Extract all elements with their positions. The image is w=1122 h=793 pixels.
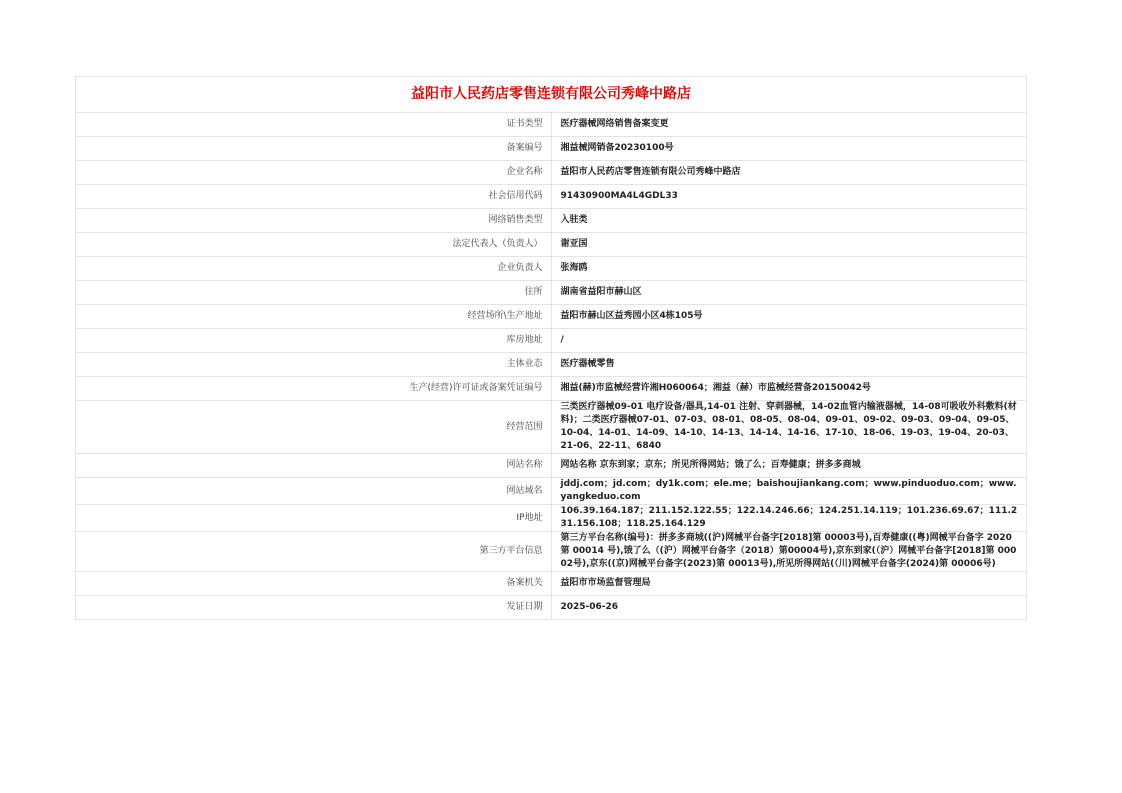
- field-value: 2025-06-26: [551, 596, 1027, 620]
- field-label: 备案编号: [76, 137, 552, 161]
- page-title: 益阳市人民药店零售连锁有限公司秀峰中路店: [76, 77, 1027, 113]
- field-value: 91430900MA4L4GDL33: [551, 185, 1027, 209]
- field-value: 谢亚国: [551, 233, 1027, 257]
- table-row: [76, 478, 1027, 505]
- table-row: [76, 257, 1027, 281]
- table-row: [76, 305, 1027, 329]
- table-row: [76, 281, 1027, 305]
- field-label: 企业负责人: [76, 257, 552, 281]
- field-label: 发证日期: [76, 596, 552, 620]
- field-label: 法定代表人（负责人）: [76, 233, 552, 257]
- field-value: 湖南省益阳市赫山区: [551, 281, 1027, 305]
- table-row: [76, 572, 1027, 596]
- field-label: 网站名称: [76, 454, 552, 478]
- field-label: 主体业态: [76, 353, 552, 377]
- table-row: [76, 377, 1027, 401]
- table-row: [76, 113, 1027, 137]
- table-row: [76, 353, 1027, 377]
- field-value: jddj.com；jd.com；dy1k.com；ele.me；baishoujiankang.com；www.pinduoduo.com；www.yangkeduo.com: [551, 478, 1027, 505]
- field-value: 湘益械网销备20230100号: [551, 137, 1027, 161]
- field-value: 第三方平台名称(编号)：拼多多商城((沪)网械平台备字[2018]第 00003号),百寿健康((粤)网械平台备字 2020 第 00014 号),饿了么（(沪）网械平台备字（2018）第00004号),京东到家(（沪）网械平台备字[2018]第 00002号),京东((京)网械平台备字(2023)第 00013号),所见所得网站(（川)网械平台备字(2024)第 00006号): [551, 532, 1027, 572]
- field-label: 企业名称: [76, 161, 552, 185]
- field-label: 住所: [76, 281, 552, 305]
- table-row: [76, 185, 1027, 209]
- field-label: 库房地址: [76, 329, 552, 353]
- field-value: 入驻类: [551, 209, 1027, 233]
- table-row: [76, 454, 1027, 478]
- field-label: 证书类型: [76, 113, 552, 137]
- field-value: 医疗器械零售: [551, 353, 1027, 377]
- field-value: 湘益(赫)市监械经营许湘H060064；湘益（赫）市监械经营备20150042号: [551, 377, 1027, 401]
- field-label: 第三方平台信息: [76, 532, 552, 572]
- table-row: [76, 137, 1027, 161]
- field-label: 生产(经营)许可证或备案凭证编号: [76, 377, 552, 401]
- field-label: 社会信用代码: [76, 185, 552, 209]
- field-label: 网络销售类型: [76, 209, 552, 233]
- field-label: 经营范围: [76, 401, 552, 454]
- field-value: 益阳市赫山区益秀园小区4栋105号: [551, 305, 1027, 329]
- field-label: 备案机关: [76, 572, 552, 596]
- certificate-table: [75, 76, 1027, 620]
- table-row: [76, 161, 1027, 185]
- table-row: [76, 233, 1027, 257]
- field-label: 经营场所\生产地址: [76, 305, 552, 329]
- field-value: 益阳市市场监督管理局: [551, 572, 1027, 596]
- field-value: 张海鸥: [551, 257, 1027, 281]
- table-row: [76, 329, 1027, 353]
- field-value: 106.39.164.187；211.152.122.55；122.14.246.66；124.251.14.119；101.236.69.67；111.231.156.108；118.25.164.129: [551, 505, 1027, 532]
- table-row: [76, 505, 1027, 532]
- field-value: 益阳市人民药店零售连锁有限公司秀峰中路店: [551, 161, 1027, 185]
- field-value: /: [551, 329, 1027, 353]
- table-row: [76, 596, 1027, 620]
- field-value: 医疗器械网络销售备案变更: [551, 113, 1027, 137]
- certificate-sheet: [75, 76, 1027, 620]
- field-label: IP地址: [76, 505, 552, 532]
- table-row: [76, 532, 1027, 572]
- field-value: 网站名称 京东到家；京东；所见所得网站；饿了么；百寿健康；拼多多商城: [551, 454, 1027, 478]
- table-row: [76, 209, 1027, 233]
- field-label: 网站域名: [76, 478, 552, 505]
- table-row: [76, 401, 1027, 454]
- field-value: 三类医疗器械09-01 电疗设备/器具,14-01 注射、穿刺器械，14-02血管内输液器械，14-08可吸收外科敷料(材料)；二类医疗器械07-01、07-03、08-01、08-05、08-04、09-01、09-02、09-03、09-04、09-05、10-04、14-01、14-09、14-10、14-13、14-14、14-16、17-10、18-06、19-03、19-04、20-03、21-06、22-11、6840: [551, 401, 1027, 454]
